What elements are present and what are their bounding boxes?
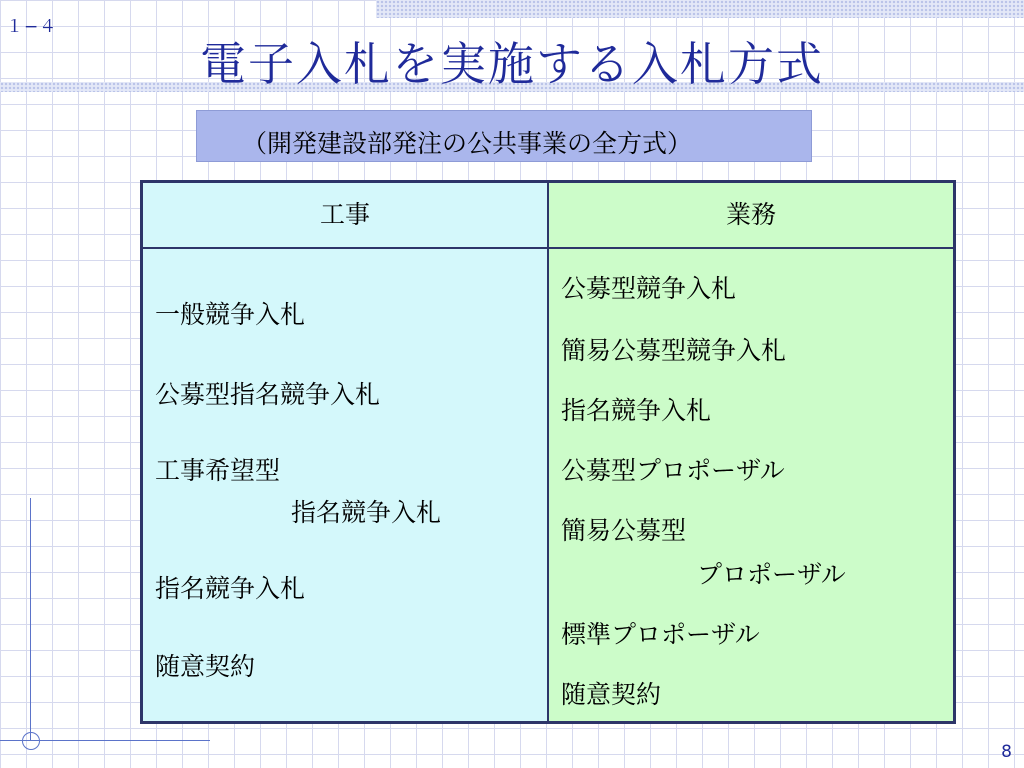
construction-item: 公募型指名競争入札	[155, 380, 381, 409]
subtitle-text: （開発建設部発注の公共事業の全方式）	[242, 129, 693, 158]
construction-column-header: 工事	[143, 183, 547, 249]
services-item: 公募型プロポーザル	[561, 456, 785, 485]
services-item: 指名競争入札	[561, 396, 712, 425]
construction-item: 一般競争入札	[155, 300, 306, 329]
bidding-methods-table	[140, 180, 956, 724]
services-item: 簡易公募型競争入札	[561, 336, 787, 365]
services-item: 公募型競争入札	[561, 274, 737, 303]
services-item: 標準プロポーザル	[561, 620, 760, 649]
services-column	[549, 183, 953, 721]
footer-vertical-line	[30, 498, 31, 740]
construction-item: 指名競争入札	[291, 498, 442, 527]
services-column-header: 業務	[549, 183, 953, 249]
header-dotted-block	[376, 0, 1024, 18]
slide-title: 電子入札を実施する入札方式	[200, 37, 824, 91]
construction-item: 随意契約	[155, 652, 256, 681]
services-item: 簡易公募型	[561, 516, 687, 545]
slide-section-label: １−４	[6, 17, 58, 37]
construction-item: 工事希望型	[155, 456, 281, 485]
page-number: 8	[1001, 742, 1012, 762]
footer-circle-ornament	[22, 732, 40, 750]
construction-column	[143, 183, 549, 721]
services-item: 随意契約	[561, 680, 662, 709]
construction-item: 指名競争入札	[155, 574, 306, 603]
services-item: プロポーザル	[697, 560, 846, 589]
